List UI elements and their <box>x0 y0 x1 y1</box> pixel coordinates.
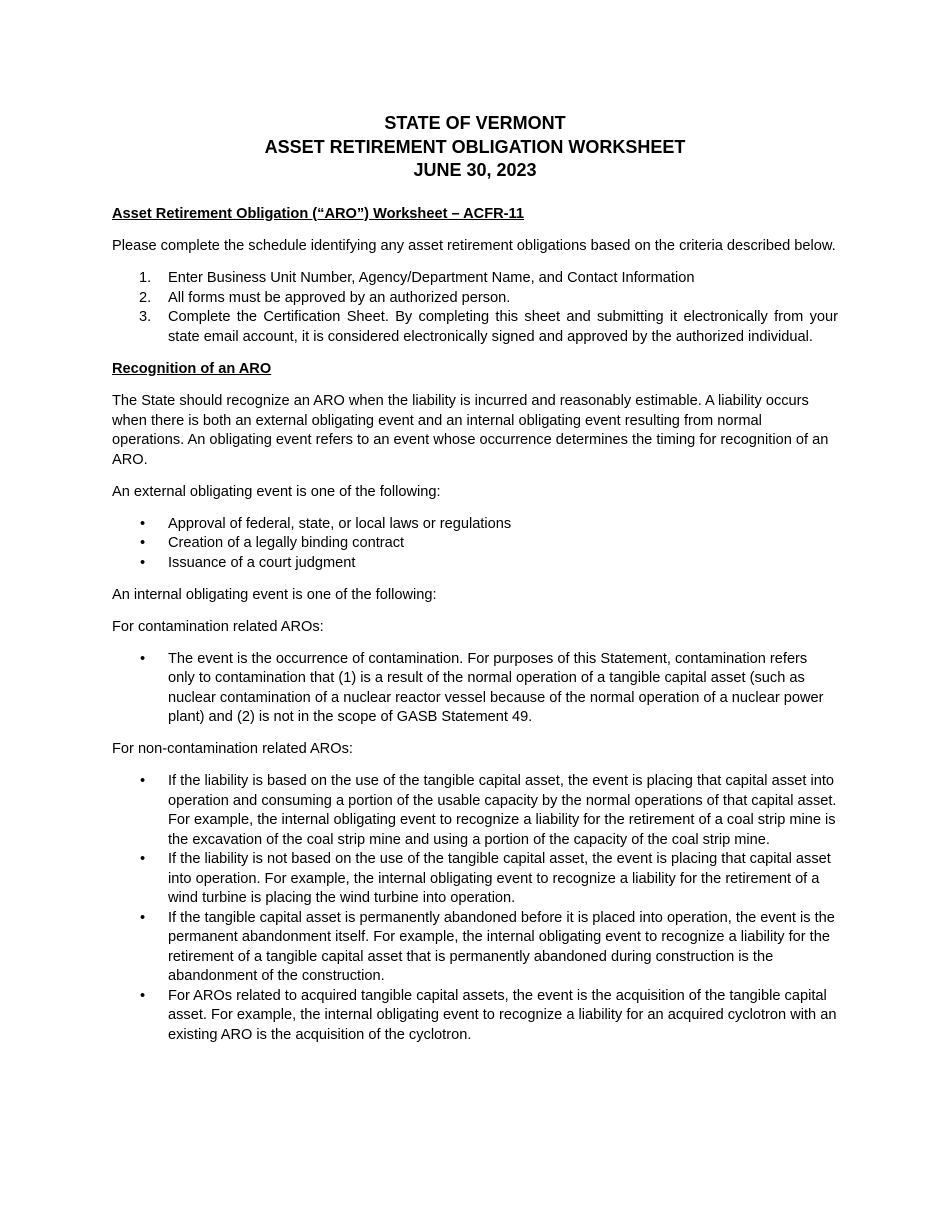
list-item <box>112 850 838 909</box>
list-item <box>112 269 838 289</box>
contamination-intro: For contamination related AROs: <box>112 618 324 635</box>
list-item-text: Enter Business Unit Number, Agency/Department Name, and Contact Information <box>168 270 695 286</box>
bullet-icon: • <box>140 535 146 551</box>
list-item-text: If the tangible capital asset is permanently abandoned before it is placed into operation, the event is the permanent abandonment itself. For example, the internal obligating event to recognize a liability for the retirement of a tangible capital asset that is permanently abandoned during construction is the abandonment of the construction. <box>168 909 835 984</box>
list-item <box>112 772 838 850</box>
list-item-text: Issuance of a court judgment <box>168 554 356 571</box>
bullet-icon: • <box>140 515 146 532</box>
list-item <box>112 308 838 347</box>
recognition-paragraph: The State should recognize an ARO when the liability is incurred and reasonably estimable. A liability occurs when there is both an external obligating event and an internal obligating event resulting from normal operations. An obligating event refers to an event whose occurrence determines the timing for recognition of an ARO. <box>112 393 829 468</box>
noncontamination-intro: For non-contamination related AROs: <box>112 741 353 757</box>
bullet-icon: • <box>140 909 146 926</box>
list-item-text: If the liability is not based on the use of the tangible capital asset, the event is placing that capital asset into operation. For example, the internal obligating event to recognize a liability for the retirement of a wind turbine is placing the wind turbine into operation. <box>168 851 831 906</box>
list-item <box>112 554 838 574</box>
list-item-text: The event is the occurrence of contamination. For purposes of this Statement, contamination refers only to contamination that (1) is a result of the normal operation of a tangible capital asset (such as nuclear contamination of a nuclear reactor vessel because of the normal operation of a nuclear power plant) and (2) is not in the scope of GASB Statement 49. <box>168 650 824 725</box>
document-page <box>112 112 838 1058</box>
title-date: JUNE 30, 2023 <box>413 160 537 180</box>
list-item-text: For AROs related to acquired tangible capital assets, the event is the acquisition of the tangible capital asset. For example, the internal obligating event to recognize a liability for an acquired cyclotron with an existing ARO is the acquisition of the cyclotron. <box>168 987 837 1043</box>
list-item-text: All forms must be approved by an authorized person. <box>168 289 511 306</box>
intro-paragraph: Please complete the schedule identifying any asset retirement obligations based on the criteria described below. <box>112 238 836 254</box>
title-worksheet: ASSET RETIREMENT OBLIGATION WORKSHEET <box>264 136 686 157</box>
noncontamination-list <box>112 772 838 1045</box>
list-number: 2. <box>139 289 152 306</box>
bullet-icon: • <box>140 851 146 867</box>
internal-intro: An internal obligating event is one of the following: <box>112 586 437 603</box>
instruction-list <box>112 269 838 347</box>
section-heading-worksheet: Asset Retirement Obligation (“ARO”) Worksheet – ACFR-11 <box>112 205 524 222</box>
bullet-icon: • <box>140 773 146 789</box>
bullet-icon: • <box>140 650 146 667</box>
list-item <box>112 534 838 554</box>
list-number: 3. <box>139 309 152 325</box>
list-item-text: Creation of a legally binding contract <box>168 535 405 551</box>
list-item-text: Approval of federal, state, or local laws or regulations <box>168 515 512 532</box>
list-number: 1. <box>139 270 152 286</box>
bullet-icon: • <box>140 554 146 571</box>
external-event-list <box>112 515 838 574</box>
list-item <box>112 909 838 987</box>
list-item <box>112 289 838 309</box>
list-item-text: Complete the Certification Sheet. By completing this sheet and submitting it electronically from your state email account, it is considered electronically signed and approved by the authorized individual. <box>168 309 838 345</box>
list-item <box>112 650 838 728</box>
document-title <box>112 112 838 183</box>
contamination-list <box>112 650 838 728</box>
section-heading-recognition: Recognition of an ARO <box>112 360 272 377</box>
bullet-icon: • <box>140 987 146 1004</box>
title-state: STATE OF VERMONT <box>384 113 566 133</box>
external-intro: An external obligating event is one of the following: <box>112 483 441 500</box>
list-item <box>112 987 838 1046</box>
list-item <box>112 515 838 535</box>
list-item-text: If the liability is based on the use of the tangible capital asset, the event is placing that capital asset into operation and consuming a portion of the usable capacity by the normal operations of that capital asset. For example, the internal obligating event to recognize a liability for the retirement of a coal strip mine is the excavation of the coal strip mine and using a portion of the capacity of the coal strip mine. <box>168 773 837 848</box>
